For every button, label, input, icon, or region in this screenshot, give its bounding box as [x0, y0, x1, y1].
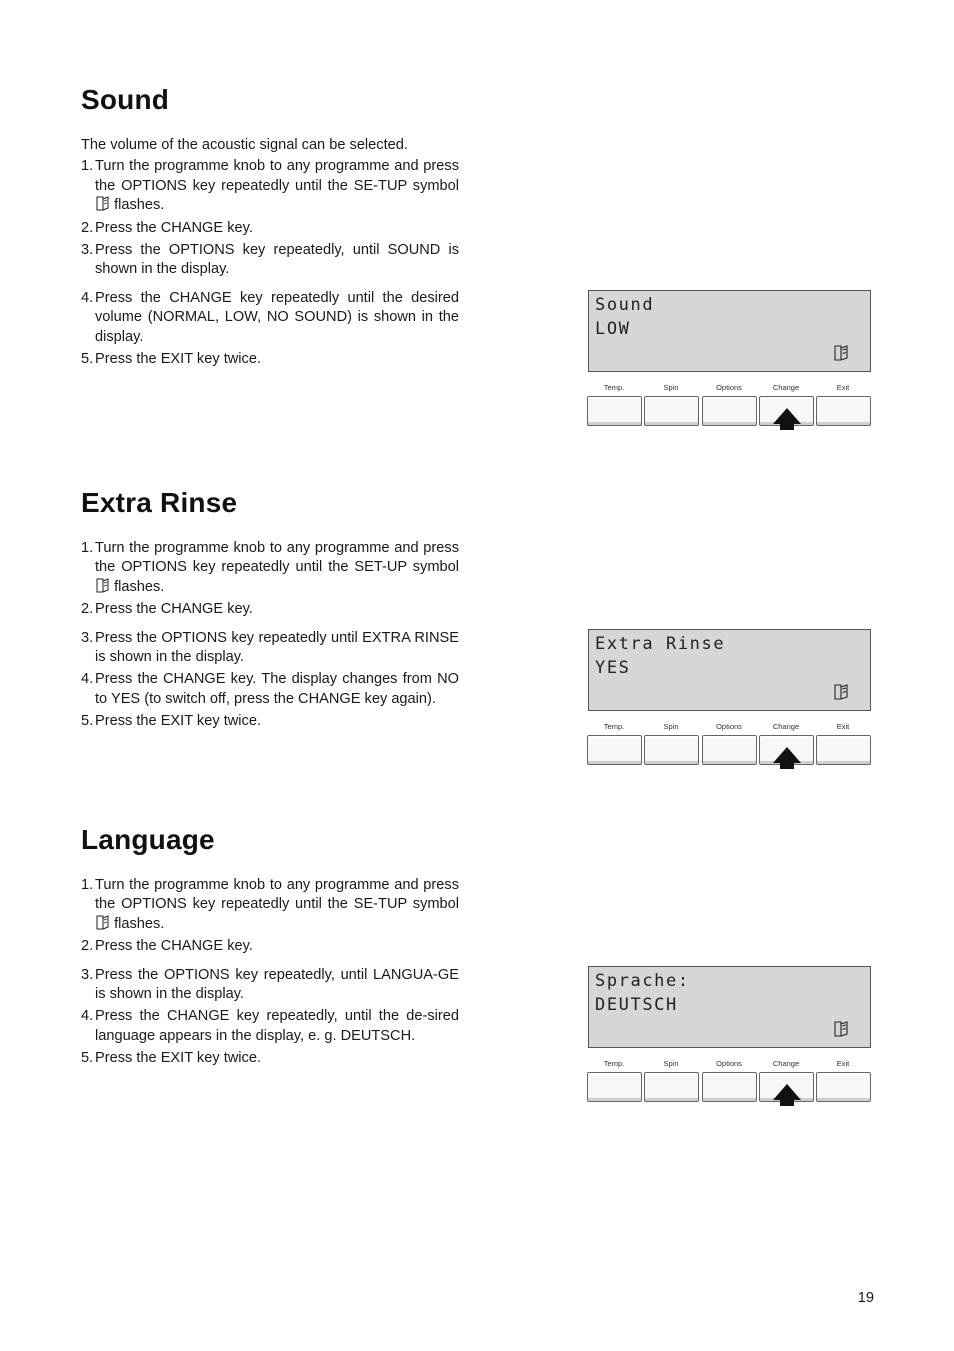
step-number: 2.	[81, 601, 94, 618]
temp-key[interactable]	[587, 396, 642, 426]
step-text: Press the CHANGE key repeatedly, until the de-sired language appears in the display, e. g. DEUTSCH.	[95, 1008, 459, 1044]
step-text: Turn the programme knob to any programme and press the OPTIONS key repeatedly until the SET-UP symbol	[95, 540, 459, 576]
step-item	[81, 157, 459, 215]
step-item	[81, 539, 459, 597]
page-number: 19	[857, 1290, 874, 1306]
exit-key[interactable]	[816, 1072, 871, 1102]
step-item	[81, 219, 459, 238]
key-label-exit: Exit	[836, 383, 850, 392]
step-text: Press the OPTIONS key repeatedly until EXTRA RINSE is shown in the display.	[95, 629, 459, 666]
key-label-spin: Spin	[663, 383, 679, 392]
display-line-1: Sound	[595, 295, 655, 315]
section-title-extra-rinse: Extra Rinse	[81, 487, 238, 518]
setup-icon	[96, 578, 109, 593]
extra-rinse-instructions	[81, 539, 459, 735]
control-panel-language	[586, 966, 874, 1106]
step-item	[81, 1007, 459, 1046]
key-label-change: Change	[772, 383, 800, 392]
step-number: 1.	[81, 158, 94, 175]
step-text: Press the EXIT key twice.	[95, 713, 261, 730]
key-label-temp: Temp.	[603, 1059, 625, 1068]
sound-intro: The volume of the acoustic signal can be selected.	[81, 137, 408, 153]
temp-key[interactable]	[587, 1072, 642, 1102]
step-text-end: flashes.	[114, 915, 165, 932]
step-text: Press the EXIT key twice.	[95, 351, 261, 368]
step-number: 4.	[81, 1008, 94, 1025]
options-key[interactable]	[702, 396, 757, 426]
step-number: 2.	[81, 938, 94, 955]
step-item	[81, 670, 459, 709]
step-item	[81, 966, 459, 1005]
control-panel-extra-rinse	[586, 629, 874, 769]
display-line-2: LOW	[595, 319, 631, 339]
step-text: Press the OPTIONS key repeatedly, until LANGUA-GE is shown in the display.	[95, 966, 459, 1003]
exit-key[interactable]	[816, 735, 871, 765]
step-number: 5.	[81, 351, 94, 368]
display-line-2: YES	[595, 658, 631, 678]
key-label-change: Change	[772, 722, 800, 731]
key-label-spin: Spin	[663, 1059, 679, 1068]
key-label-spin: Spin	[663, 722, 679, 731]
arrow-up-icon	[773, 747, 801, 769]
spin-key[interactable]	[644, 396, 699, 426]
key-label-exit: Exit	[836, 722, 850, 731]
step-number: 3.	[81, 629, 94, 646]
key-label-options: Options	[716, 383, 742, 392]
step-item	[81, 289, 459, 347]
step-item	[81, 876, 459, 934]
control-panel-sound	[586, 290, 874, 430]
section-title-language: Language	[81, 824, 215, 855]
step-item	[81, 712, 459, 731]
step-number: 5.	[81, 713, 94, 730]
step-text: Press the OPTIONS key repeatedly, until SOUND is shown in the display.	[95, 242, 459, 278]
key-label-temp: Temp.	[603, 383, 625, 392]
setup-icon	[834, 345, 848, 361]
setup-icon	[96, 196, 109, 211]
setup-icon	[96, 915, 109, 930]
options-key[interactable]	[702, 735, 757, 765]
setup-icon	[834, 684, 848, 700]
key-label-change: Change	[772, 1059, 800, 1068]
options-key[interactable]	[702, 1072, 757, 1102]
key-label-options: Options	[716, 722, 742, 731]
step-text: Press the CHANGE key.	[95, 601, 253, 618]
lcd-display	[588, 966, 871, 1048]
key-label-exit: Exit	[836, 1059, 850, 1068]
step-number: 4.	[81, 671, 94, 688]
lcd-display	[588, 290, 871, 372]
step-number: 5.	[81, 1050, 94, 1067]
sound-instructions	[81, 136, 459, 372]
lcd-display	[588, 629, 871, 711]
language-instructions	[81, 876, 459, 1072]
step-number: 3.	[81, 242, 94, 259]
spin-key[interactable]	[644, 1072, 699, 1102]
step-number: 1.	[81, 877, 94, 893]
step-item	[81, 600, 459, 619]
step-text: Press the CHANGE key repeatedly until the desired volume (NORMAL, LOW, NO SOUND) is shown in the display.	[95, 289, 459, 345]
step-item	[81, 241, 459, 280]
step-item	[81, 1049, 459, 1068]
display-line-2: DEUTSCH	[595, 995, 678, 1015]
step-text-end: flashes.	[114, 578, 165, 595]
display-line-1: Extra Rinse	[595, 634, 726, 654]
arrow-up-icon	[773, 1084, 801, 1106]
setup-icon	[834, 1021, 848, 1037]
exit-key[interactable]	[816, 396, 871, 426]
step-item	[81, 629, 459, 668]
step-number: 4.	[81, 289, 94, 306]
step-item	[81, 937, 459, 956]
step-text-end: flashes.	[114, 197, 165, 214]
arrow-up-icon	[773, 408, 801, 430]
spin-key[interactable]	[644, 735, 699, 765]
step-text: Press the CHANGE key.	[95, 219, 253, 236]
step-number: 1.	[81, 540, 94, 556]
temp-key[interactable]	[587, 735, 642, 765]
step-number: 3.	[81, 966, 94, 983]
step-text: Press the CHANGE key. The display changes from NO to YES (to switch off, press the CHANGE key again).	[95, 671, 459, 707]
key-label-options: Options	[716, 1059, 742, 1068]
step-text: Turn the programme knob to any programme and press the OPTIONS key repeatedly until the SE-TUP symbol	[95, 877, 459, 913]
step-number: 2.	[81, 219, 94, 236]
step-text: Press the CHANGE key.	[95, 938, 253, 955]
step-item	[81, 350, 459, 369]
step-text: Press the EXIT key twice.	[95, 1050, 261, 1067]
step-text: Turn the programme knob to any programme and press the OPTIONS key repeatedly until the SE-TUP symbol	[95, 158, 459, 194]
key-label-temp: Temp.	[603, 722, 625, 731]
display-line-1: Sprache:	[595, 971, 690, 991]
section-title-sound: Sound	[81, 84, 170, 115]
